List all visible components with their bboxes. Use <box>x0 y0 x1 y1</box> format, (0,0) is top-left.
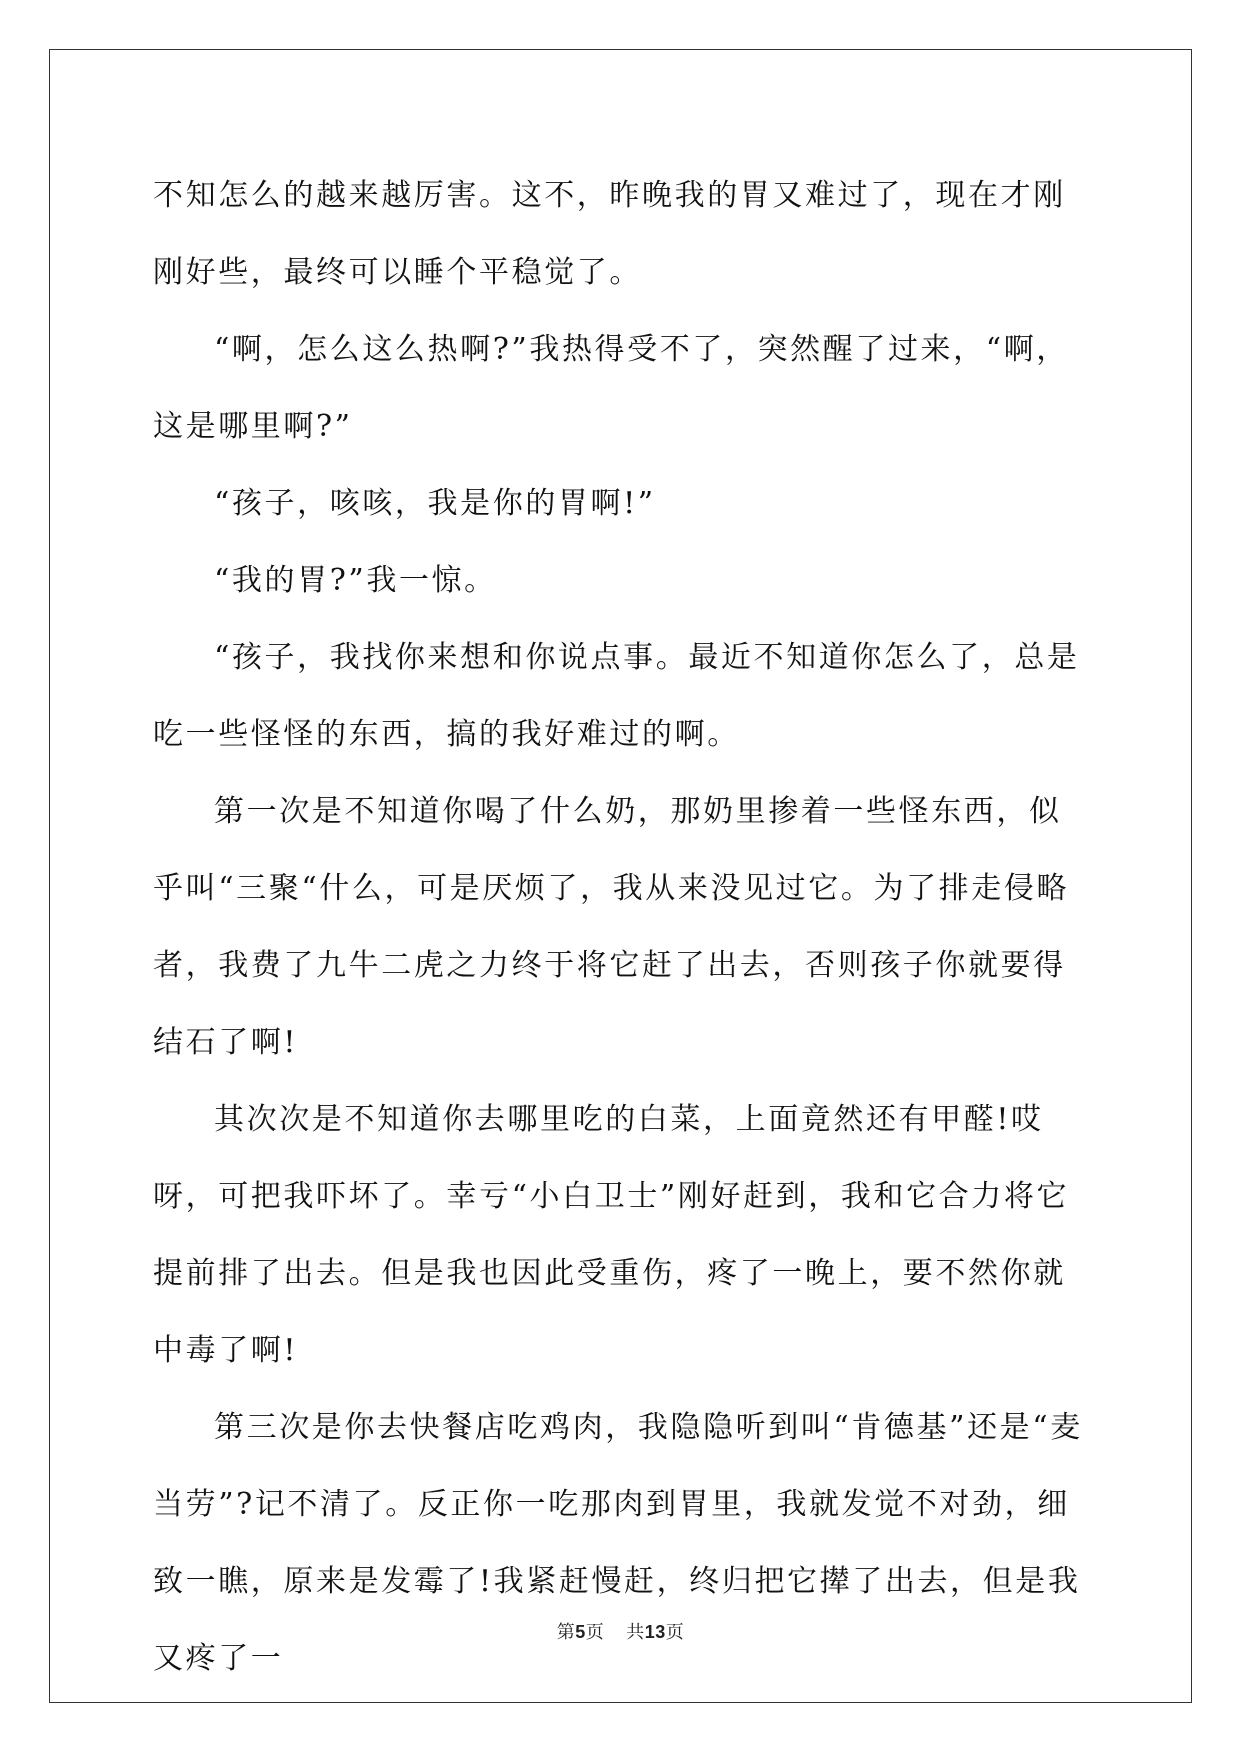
paragraph-2: “啊，怎么这么热啊?”我热得受不了，突然醒了过来，“啊，这是哪里啊?” <box>153 332 1069 444</box>
paragraph-4: “我的胃?”我一惊。 <box>214 563 497 598</box>
paragraph-5: “孩子，我找你来想和你说点事。最近不知道你怎么了，总是吃一些怪怪的东西，搞的我好难过的啊。 <box>153 640 1080 752</box>
total-prefix: 共 <box>626 1622 645 1643</box>
paragraph-3: “孩子，咳咳，我是你的胃啊!” <box>214 486 656 521</box>
document-body <box>153 157 1088 1697</box>
page-current: 5 <box>575 1622 586 1642</box>
page-footer <box>0 1620 1241 1645</box>
paragraph-7: 其次次是不知道你去哪里吃的白菜，上面竟然还有甲醛!哎呀，可把我吓坏了。幸亏“小白卫士”刚好赶到，我和它合力将它提前排了出去。但是我也因此受重伤，疼了一晚上，要不然你就中毒了啊! <box>153 1102 1070 1368</box>
page-prefix: 第 <box>556 1622 576 1643</box>
page-suffix: 页 <box>585 1622 605 1643</box>
paragraph-8: 第三次是你去快餐店吃鸡肉，我隐隐听到叫“肯德基”还是“麦当劳”?记不清了。反正你一吃那肉到胃里，我就发觉不对劲，细致一瞧，原来是发霉了!我紧赶慢赶，终归把它撵了出去，但是我又疼了一 <box>153 1410 1083 1676</box>
paragraph-6: 第一次是不知道你喝了什么奶，那奶里掺着一些怪东西，似乎叫“三聚“什么，可是厌烦了，我从来没见过它。为了排走侵略者，我费了九牛二虎之力终于将它赶了出去，否则孩子你就要得结石了啊! <box>153 794 1070 1060</box>
page-total: 13 <box>644 1622 666 1642</box>
paragraph-1: 不知怎么的越来越厉害。这不，昨晚我的胃又难过了，现在才刚刚好些，最终可以睡个平稳觉了。 <box>153 178 1066 290</box>
total-suffix: 页 <box>665 1622 685 1643</box>
